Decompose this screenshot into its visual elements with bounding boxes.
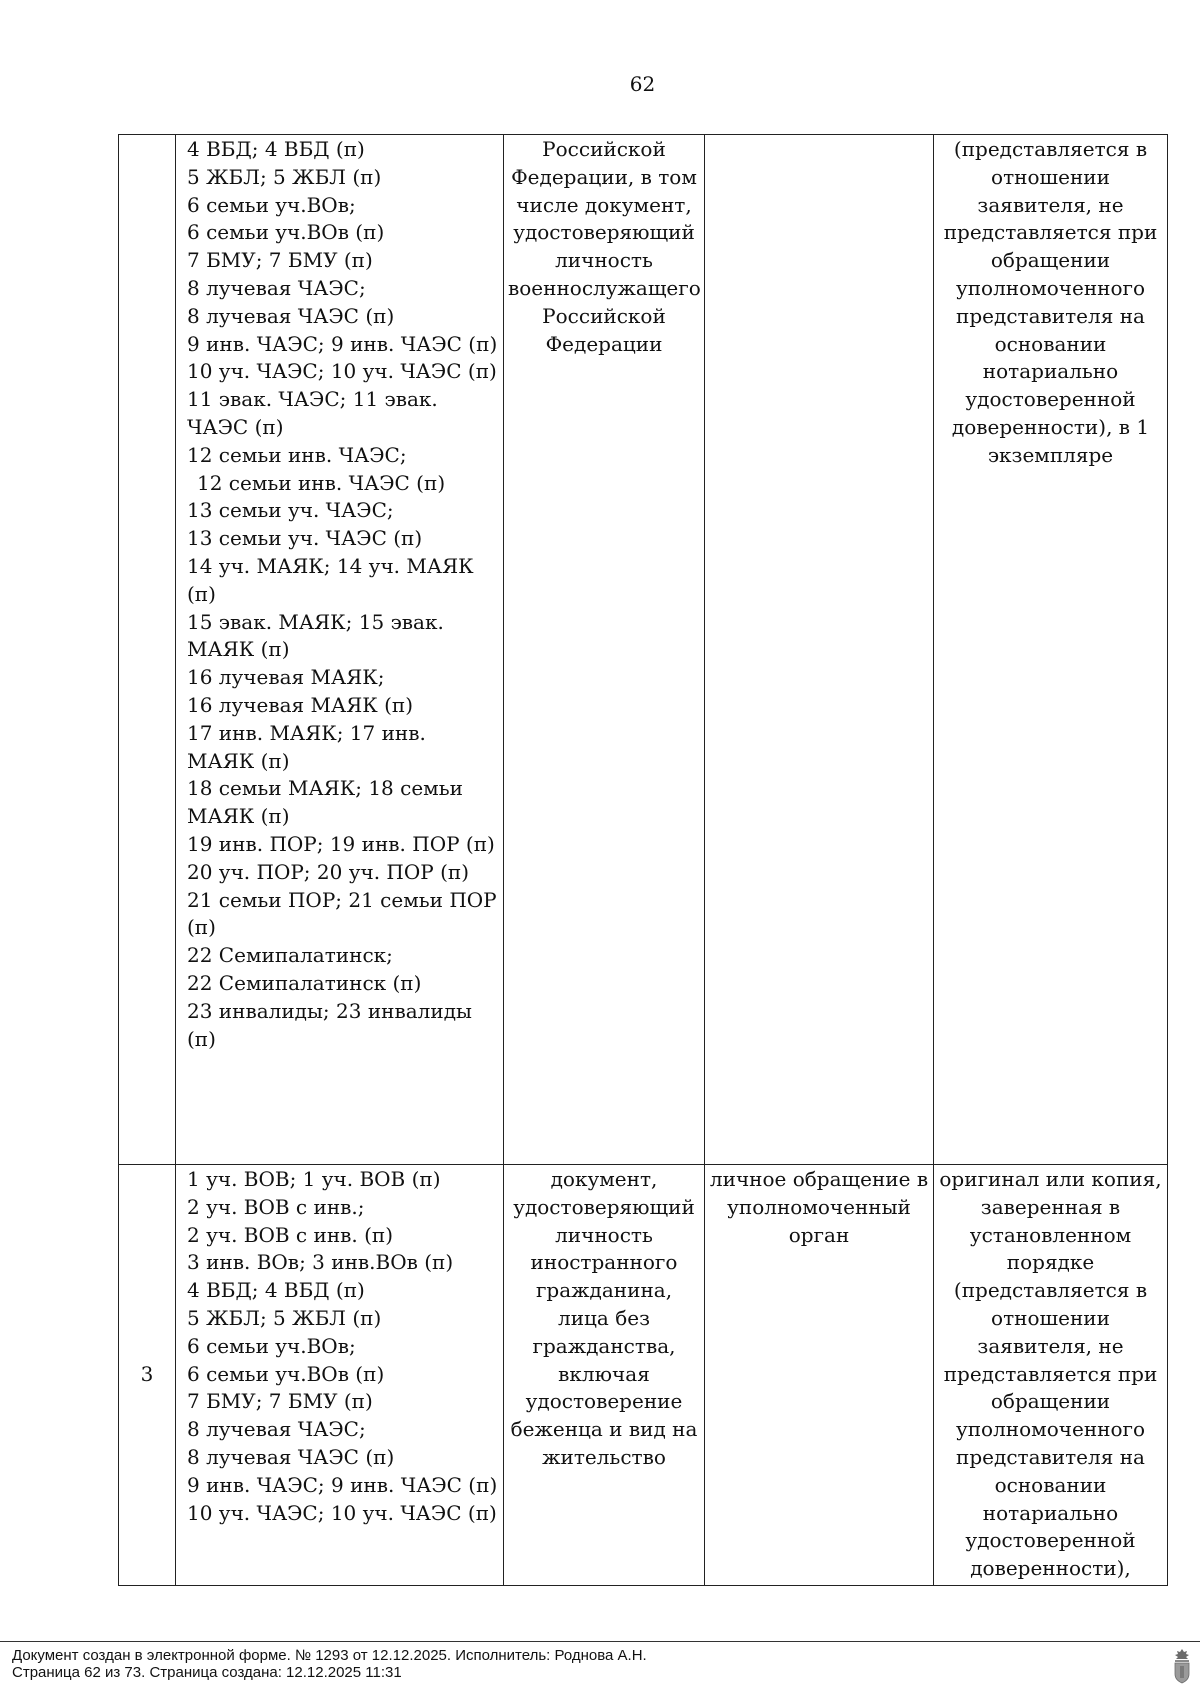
services-table [118, 134, 1168, 1586]
category-line: 2 уч. ВОВ с инв. (п) [187, 1222, 394, 1247]
category-line: 13 семьи уч. ЧАЭС (п) [187, 526, 423, 551]
category-line: 7 БМУ; 7 БМУ (п) [187, 248, 373, 273]
category-line: 21 семьи ПОР; 21 семьи ПОР (п) [187, 887, 497, 940]
categories-cell [176, 1165, 504, 1586]
form-cell: оригинал или копия, заверенная в установленном порядке (представляется в отношении заявителя, не представляется при обращении уполномоченного представителя на основании нотариально удостоверенной доверенности), [934, 1165, 1168, 1586]
footer-document-info: Документ создан в электронной форме. № 1293 от 12.12.2025. Исполнитель: Роднова А.Н. [12, 1647, 647, 1664]
category-line: 15 эвак. МАЯК; 15 эвак. МАЯК (п) [187, 609, 444, 662]
category-line: 16 лучевая МАЯК; [187, 665, 385, 690]
category-line: 5 ЖБЛ; 5 ЖБЛ (п) [187, 164, 382, 189]
category-line: 13 семьи уч. ЧАЭС; [187, 498, 394, 523]
category-line: 20 уч. ПОР; 20 уч. ПОР (п) [187, 859, 470, 884]
category-line: 10 уч. ЧАЭС; 10 уч. ЧАЭС (п) [187, 1500, 497, 1525]
method-cell [705, 135, 934, 1165]
category-line: 6 семьи уч.ВОв (п) [187, 1361, 385, 1386]
category-line: 10 уч. ЧАЭС; 10 уч. ЧАЭС (п) [187, 359, 497, 384]
category-line: 6 семьи уч.ВОв; [187, 192, 356, 217]
document-cell: Российской Федерации, в том числе документ, удостоверяющий личность военнослужащего Российской Федерации [504, 135, 705, 1165]
category-line: 19 инв. ПОР; 19 инв. ПОР (п) [187, 831, 495, 856]
page-number: 62 [629, 72, 656, 96]
category-line: 17 инв. МАЯК; 17 инв. МАЯК (п) [187, 720, 426, 773]
category-line: 11 эвак. ЧАЭС; 11 эвак. ЧАЭС (п) [187, 387, 438, 439]
row-number-cell: 3 [119, 1165, 176, 1586]
category-line: 6 семьи уч.ВОв; [187, 1333, 356, 1358]
category-line: 4 ВБД; 4 ВБД (п) [187, 137, 365, 161]
category-line: 4 ВБД; 4 ВБД (п) [187, 1278, 365, 1303]
category-line: 9 инв. ЧАЭС; 9 инв. ЧАЭС (п) [187, 1472, 498, 1497]
coat-of-arms-icon [1172, 1648, 1192, 1684]
form-cell: (представляется в отношении заявителя, не представляется при обращении уполномоченного представителя на основании нотариально удостоверенной доверенности), в 1 экземпляре [934, 135, 1168, 1165]
table-row [119, 135, 1168, 1165]
category-line: 7 БМУ; 7 БМУ (п) [187, 1389, 373, 1414]
method-cell: личное обращение в уполномоченный орган [705, 1165, 934, 1586]
categories-cell [176, 135, 504, 1165]
category-line: 12 семьи инв. ЧАЭС; [187, 442, 407, 467]
category-line: 6 семьи уч.ВОв (п) [187, 220, 385, 245]
category-line: 8 лучевая ЧАЭС (п) [187, 1444, 395, 1469]
row-number-cell [119, 135, 176, 1165]
category-line: 22 Семипалатинск; [187, 943, 393, 968]
category-line: 5 ЖБЛ; 5 ЖБЛ (п) [187, 1305, 382, 1330]
category-line: 8 лучевая ЧАЭС (п) [187, 303, 395, 328]
category-line: 3 инв. ВОв; 3 инв.ВОв (п) [187, 1250, 454, 1275]
category-line: 8 лучевая ЧАЭС; [187, 275, 366, 300]
category-line: 9 инв. ЧАЭС; 9 инв. ЧАЭС (п) [187, 331, 498, 356]
category-line: 16 лучевая МАЯК (п) [187, 692, 414, 717]
footer-divider [0, 1641, 1200, 1642]
table-row [119, 1165, 1168, 1586]
category-line: 2 уч. ВОВ с инв.; [187, 1194, 365, 1219]
category-line: 8 лучевая ЧАЭС; [187, 1417, 366, 1442]
document-cell: документ, удостоверяющий личность иностранного гражданина, лица без гражданства, включая удостоверение беженца и вид на жительство [504, 1165, 705, 1586]
category-line: 1 уч. ВОВ; 1 уч. ВОВ (п) [187, 1167, 441, 1191]
category-line: 22 Семипалатинск (п) [187, 970, 422, 995]
category-line: 18 семьи МАЯК; 18 семьи МАЯК (п) [187, 776, 463, 829]
footer [12, 1647, 647, 1681]
footer-page-info: Страница 62 из 73. Страница создана: 12.12.2025 11:31 [12, 1664, 402, 1681]
category-line: 12 семьи инв. ЧАЭС (п) [197, 470, 446, 495]
category-line: 23 инвалиды; 23 инвалиды (п) [187, 998, 472, 1051]
category-line: 14 уч. МАЯК; 14 уч. МАЯК (п) [187, 553, 474, 606]
